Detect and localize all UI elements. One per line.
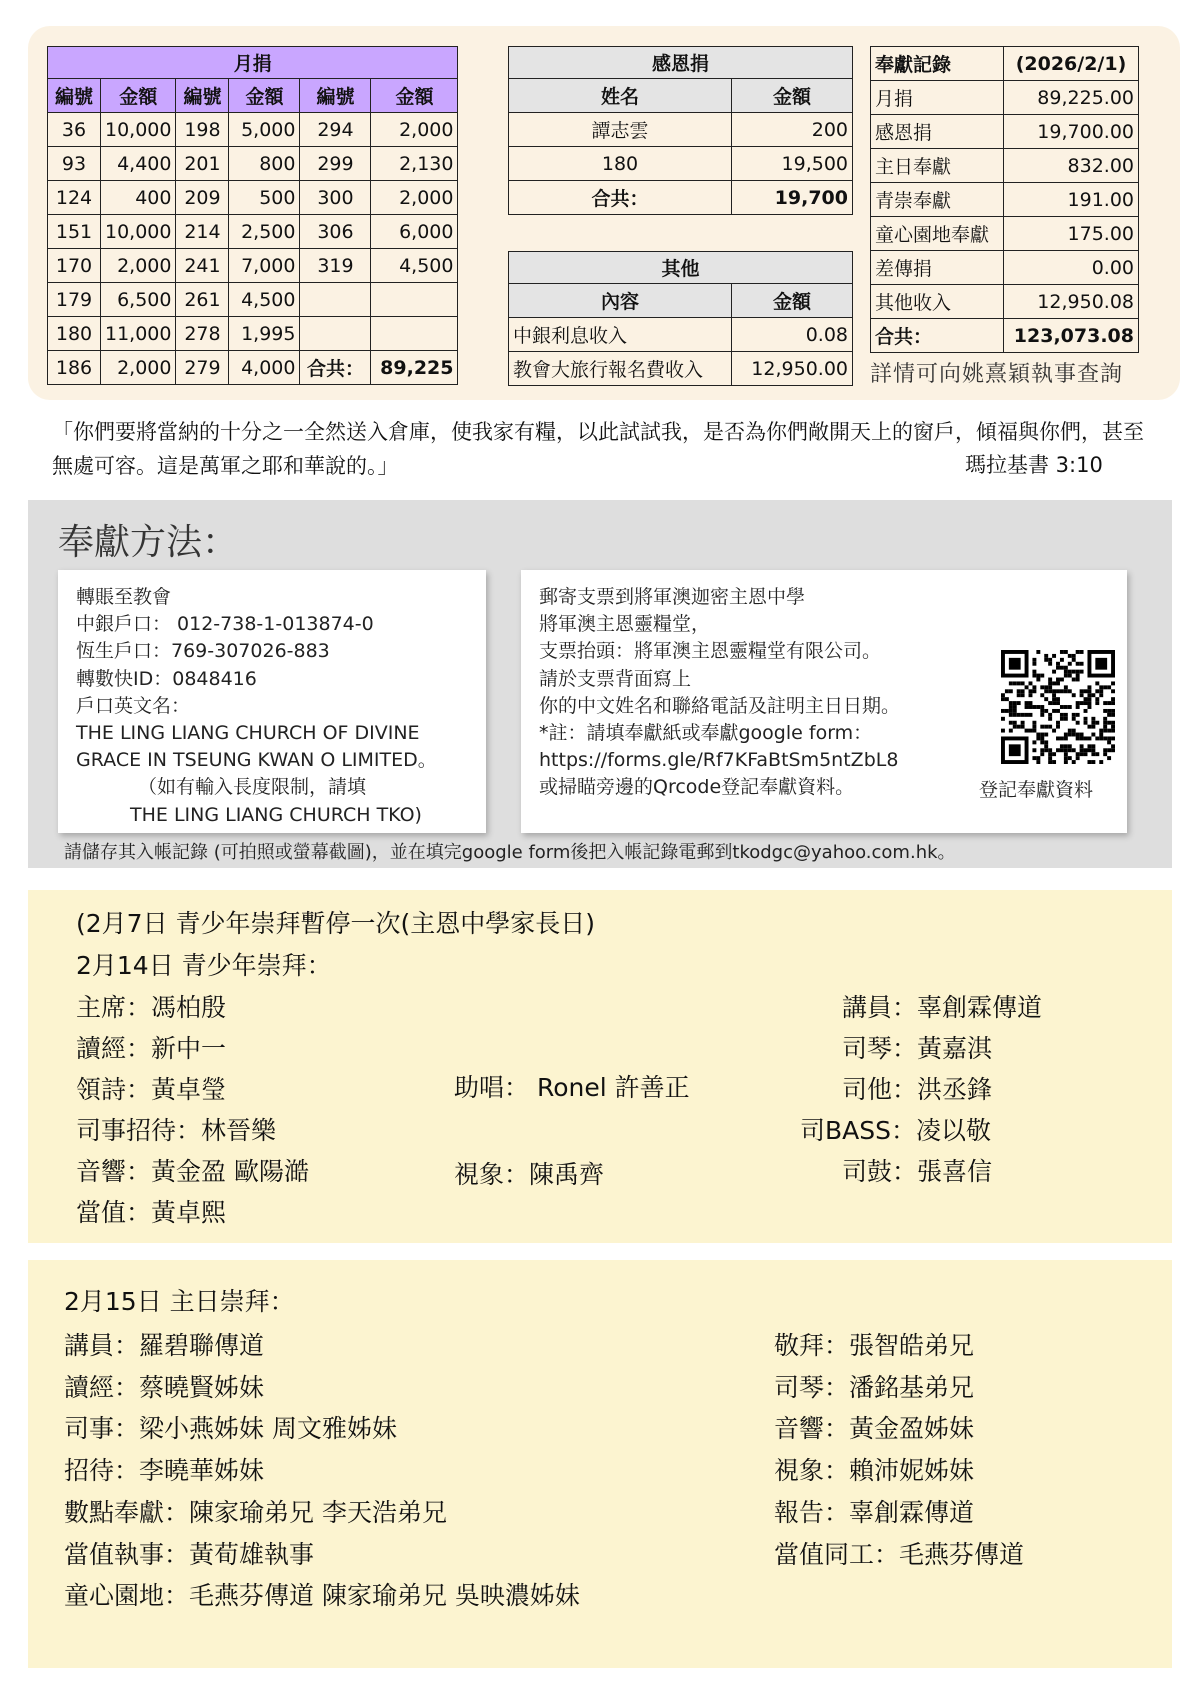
table-row: [48, 147, 458, 181]
thanks-title: 感恩捐: [509, 47, 853, 79]
total-label: 合共：: [509, 181, 732, 215]
table-cell: [371, 283, 458, 317]
col-header: 金額: [101, 79, 176, 113]
table-cell: 6,000: [371, 215, 458, 249]
table-row: [509, 318, 853, 352]
table-row: [871, 251, 1139, 285]
other-income-table: [508, 251, 853, 386]
role-line: 領詩：黃卓瑩: [76, 1075, 227, 1104]
col-header: 內容: [509, 284, 732, 318]
col-header: 金額: [371, 79, 458, 113]
card-line: 轉數快ID：0848416: [76, 667, 257, 690]
table-cell: 124: [48, 181, 101, 215]
table-cell: 180: [48, 317, 101, 351]
table-row: [48, 215, 458, 249]
table-cell: 4,000: [229, 351, 300, 385]
table-row: [509, 181, 853, 215]
table-cell: 261: [176, 283, 229, 317]
offering-record-table: [870, 46, 1139, 353]
qr-label: 登記奉獻資料: [979, 779, 1094, 801]
role-line: 司琴：潘銘基弟兄: [774, 1372, 975, 1402]
role-line: 司BASS：凌以敬: [800, 1116, 991, 1145]
table-row: [871, 217, 1139, 251]
col-header: 姓名: [509, 79, 732, 113]
table-cell: 4,400: [101, 147, 176, 181]
card-line: *註：請填奉獻紙或奉獻google form：: [539, 722, 873, 745]
table-cell: 合共：: [300, 351, 371, 385]
table-row: [48, 181, 458, 215]
table-cell: 中銀利息收入: [509, 318, 732, 352]
role-line: 視象：陳禹齊: [454, 1160, 605, 1189]
verse-reference: 瑪拉基書 3:10: [965, 453, 1103, 477]
table-row: [48, 249, 458, 283]
card-line: THE LING LIANG CHURCH OF DIVINE: [76, 722, 420, 745]
record-label: 青崇奉獻: [871, 183, 1004, 217]
table-cell: 800: [229, 147, 300, 181]
record-amount: 832.00: [1004, 149, 1139, 183]
role-line: 童心園地：毛燕芬傳道 陳家瑜弟兄 吳映濃姊妹: [64, 1581, 580, 1611]
table-row: [509, 147, 853, 181]
role-line: 視象：賴沛妮姊妹: [774, 1456, 975, 1486]
table-row: [48, 113, 458, 147]
table-cell: 151: [48, 215, 101, 249]
table-cell: 2,000: [371, 181, 458, 215]
table-cell: 2,130: [371, 147, 458, 181]
table-cell: 1,995: [229, 317, 300, 351]
record-label: 月捐: [871, 81, 1004, 115]
card-line: 轉賬至教會: [76, 586, 172, 608]
total-label: 合共：: [871, 319, 1004, 353]
record-date: (2026/2/1): [1004, 47, 1139, 81]
table-cell: 5,000: [229, 113, 300, 147]
role-line: 招待：李曉華姊妹: [64, 1456, 265, 1486]
table-row: [871, 285, 1139, 319]
card-line: 支票抬頭：將軍澳主恩靈糧堂有限公司。: [539, 640, 882, 663]
col-header: 金額: [229, 79, 300, 113]
table-cell: 198: [176, 113, 229, 147]
table-cell: 400: [101, 181, 176, 215]
total-value: 19,700: [732, 181, 853, 215]
table-row: [871, 81, 1139, 115]
role-line: 主席：馮柏殷: [76, 993, 227, 1022]
role-line: 司事招待：林晉樂: [76, 1116, 277, 1145]
role-line: 敬拜：張智皓弟兄: [774, 1331, 975, 1360]
table-row: [509, 352, 853, 386]
card-line: 將軍澳主恩靈糧堂，: [539, 613, 711, 636]
card-line: 中銀戶口： 012-738-1-013874-0: [76, 613, 374, 636]
role-line: 講員：辜創霖傳道: [842, 993, 1043, 1022]
table-cell: 209: [176, 181, 229, 215]
monthly-offering-table: [47, 46, 458, 385]
table-row: [871, 183, 1139, 217]
table-cell: 179: [48, 283, 101, 317]
table-cell: 306: [300, 215, 371, 249]
table-cell: 186: [48, 351, 101, 385]
role-line: 讀經：新中一: [76, 1034, 227, 1063]
record-label: 其他收入: [871, 285, 1004, 319]
table-cell: [300, 283, 371, 317]
table-cell: 299: [300, 147, 371, 181]
bible-verse: 「你們要將當納的十分之一全然送入倉庫，使我家有糧，以此試試我，是否為你們敞開天上的窗戶，傾福與你們，甚至無處可容。這是萬軍之耶和華說的。」: [52, 420, 1144, 478]
giving-title: 奉獻方法：: [58, 522, 239, 563]
record-amount: 12,950.08: [1004, 285, 1139, 319]
table-cell: 201: [176, 147, 229, 181]
thanks-offering-table: [508, 46, 853, 215]
table-cell: 11,000: [101, 317, 176, 351]
table-cell: 214: [176, 215, 229, 249]
record-amount: 89,225.00: [1004, 81, 1139, 115]
table-cell: 7,000: [229, 249, 300, 283]
qr-code-icon[interactable]: [1001, 650, 1115, 764]
table-cell: 500: [229, 181, 300, 215]
card-line: THE LING LIANG CHURCH TKO): [130, 803, 422, 826]
table-cell: 279: [176, 351, 229, 385]
col-header: 編號: [48, 79, 101, 113]
record-amount: 0.00: [1004, 251, 1139, 285]
youth-worship-section: [28, 890, 1172, 1243]
role-line: 司琴：黃嘉淇: [842, 1034, 993, 1063]
col-header: 編號: [300, 79, 371, 113]
role-line: 司他：洪丞鋒: [842, 1075, 993, 1104]
record-amount: 191.00: [1004, 183, 1139, 217]
table-cell: 6,500: [101, 283, 176, 317]
youth-title: 2月14日 青少年崇拜：: [76, 951, 332, 980]
table-row: [871, 149, 1139, 183]
monthly-title: 月捐: [48, 47, 458, 79]
role-line: 當值同工：毛燕芬傳道: [774, 1539, 1025, 1569]
card-line: 你的中文姓名和聯絡電話及註明主日日期。: [539, 694, 901, 717]
role-line: 音響：黃金盈姊妹: [774, 1414, 975, 1444]
table-cell: 10,000: [101, 215, 176, 249]
table-cell: 241: [176, 249, 229, 283]
table-cell: 2,000: [101, 249, 176, 283]
bank-transfer-text: [76, 584, 437, 829]
role-line: 當值執事：黃荀雄執事: [64, 1539, 315, 1569]
table-cell: 89,225: [371, 351, 458, 385]
role-line: 司鼓：張喜信: [842, 1157, 993, 1186]
other-title: 其他: [509, 252, 853, 284]
table-cell: 4,500: [371, 249, 458, 283]
record-label: 差傳捐: [871, 251, 1004, 285]
table-cell: 200: [732, 113, 853, 147]
table-row: [48, 351, 458, 385]
table-cell: 170: [48, 249, 101, 283]
role-line: 講員：羅碧聯傳道: [64, 1331, 265, 1360]
table-row: [48, 283, 458, 317]
role-line: 音響：黃金盈 歐陽澔: [76, 1157, 309, 1186]
col-header: 金額: [732, 284, 853, 318]
record-label: 感恩捐: [871, 115, 1004, 149]
cheque-card: [521, 570, 1127, 833]
col-header: 編號: [176, 79, 229, 113]
table-cell: [300, 317, 371, 351]
sunday-title: 2月15日 主日崇拜：: [64, 1287, 295, 1316]
table-cell: 294: [300, 113, 371, 147]
sunday-worship-section: [28, 1260, 1172, 1668]
table-cell: 0.08: [732, 318, 853, 352]
table-cell: 教會大旅行報名費收入: [509, 352, 732, 386]
table-cell: 300: [300, 181, 371, 215]
card-line: 或掃瞄旁邊的Qrcode登記奉獻資料。: [539, 776, 855, 799]
table-cell: 譚志雲: [509, 113, 732, 147]
table-cell: 93: [48, 147, 101, 181]
table-row: [871, 115, 1139, 149]
giving-footer-note: 請儲存其入帳記錄 (可拍照或螢幕截圖)，並在填完google form後把入帳記錄電郵到tkodgc@yahoo.com.hk。: [64, 842, 956, 863]
table-row: [509, 113, 853, 147]
table-cell: 36: [48, 113, 101, 147]
card-line: GRACE IN TSEUNG KWAN O LIMITED。: [76, 749, 437, 772]
table-cell: 4,500: [229, 283, 300, 317]
table-cell: 2,000: [371, 113, 458, 147]
cheque-text: [539, 584, 900, 802]
giving-methods-section: [28, 500, 1172, 868]
card-line: 郵寄支票到將軍澳迦密主恩中學: [539, 586, 806, 608]
card-line: 戶口英文名：: [76, 694, 191, 717]
record-label: 主日奉獻: [871, 149, 1004, 183]
role-line: 司事：梁小燕姊妹 周文雅姊妹: [64, 1414, 397, 1444]
table-cell: 180: [509, 147, 732, 181]
role-line: 當值：黃卓熙: [76, 1198, 227, 1227]
table-cell: 19,500: [732, 147, 853, 181]
record-title: 奉獻記錄: [871, 47, 1004, 81]
record-note: 詳情可向姚熹穎執事查詢: [870, 362, 1124, 387]
role-line: 助唱： Ronel 許善正: [454, 1073, 690, 1102]
table-row: [48, 317, 458, 351]
table-cell: 278: [176, 317, 229, 351]
record-amount: 19,700.00: [1004, 115, 1139, 149]
table-cell: 2,500: [229, 215, 300, 249]
record-amount: 175.00: [1004, 217, 1139, 251]
table-cell: [371, 317, 458, 351]
role-line: 讀經：蔡曉賢姊妹: [64, 1372, 265, 1402]
total-value: 123,073.08: [1004, 319, 1139, 353]
table-cell: 319: [300, 249, 371, 283]
table-row: [871, 319, 1139, 353]
role-line: 數點奉獻：陳家瑜弟兄 李天浩弟兄: [64, 1497, 447, 1527]
table-cell: 2,000: [101, 351, 176, 385]
card-line: 恆生戶口：769-307026-883: [76, 640, 330, 663]
table-cell: 12,950.00: [732, 352, 853, 386]
record-label: 童心園地奉獻: [871, 217, 1004, 251]
role-line: 報告：辜創霖傳道: [774, 1497, 975, 1527]
youth-notice: (2月7日 青少年崇拜暫停一次(主恩中學家長日): [76, 909, 596, 938]
bank-transfer-card: [58, 570, 486, 833]
table-cell: 10,000: [101, 113, 176, 147]
card-line: （如有輸入長度限制，請填: [138, 776, 367, 799]
col-header: 金額: [732, 79, 853, 113]
card-line: 請於支票背面寫上: [539, 667, 692, 690]
card-line: https://forms.gle/Rf7KFaBtSm5ntZbL8: [539, 749, 899, 772]
